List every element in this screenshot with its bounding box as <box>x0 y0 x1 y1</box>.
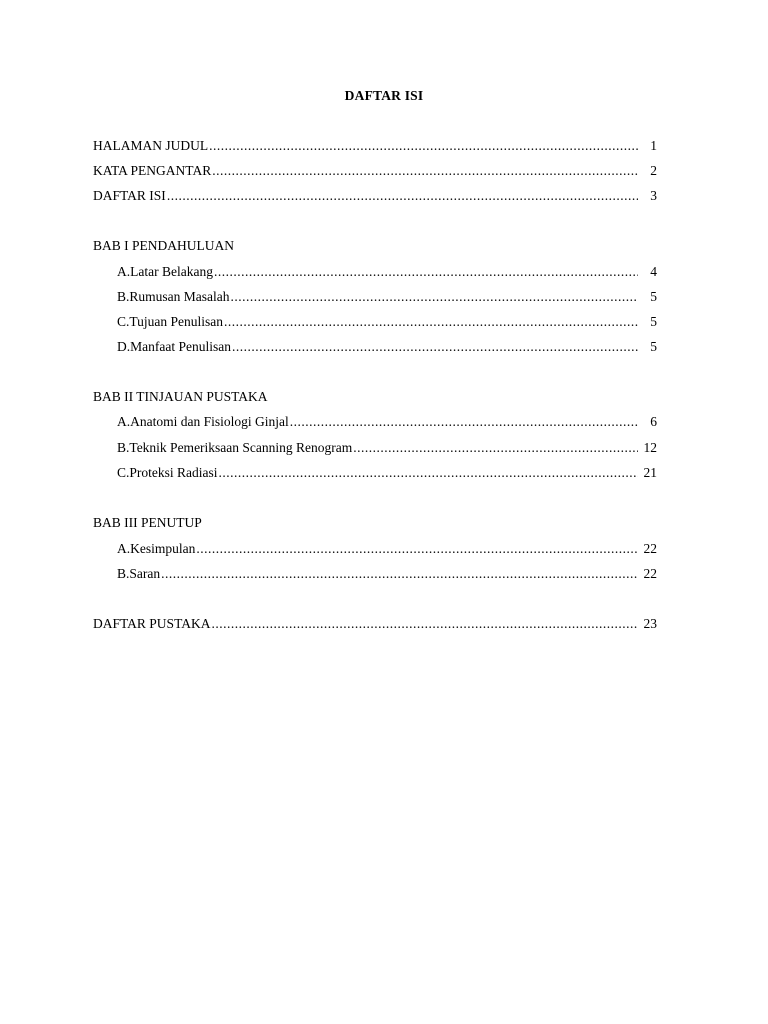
page-title: DAFTAR ISI <box>344 88 424 103</box>
toc-entry-marker: C. <box>117 314 130 329</box>
dot-leader <box>161 565 638 583</box>
toc-entry-label: KATA PENGANTAR <box>93 163 212 178</box>
toc-entry-marker: C. <box>117 465 130 480</box>
toc-entry-kata-pengantar <box>93 162 657 180</box>
dot-leader <box>232 338 638 356</box>
toc-entry-page: 1 <box>650 138 657 153</box>
chapter-heading-bab-1: BAB I PENDAHULUAN <box>93 238 234 253</box>
toc-entry-page: 5 <box>650 339 657 354</box>
toc-entry-marker: A. <box>117 414 131 429</box>
toc-entry-label: DAFTAR ISI <box>93 188 166 203</box>
toc-entry-page: 23 <box>643 616 657 631</box>
toc-entry-label: Anatomi dan Fisiologi Ginjal <box>130 414 289 429</box>
toc-entry-proteksi-radiasi <box>117 464 657 482</box>
dot-leader <box>212 162 638 180</box>
toc-entry-label: Saran <box>129 566 161 581</box>
toc-entry-page: 2 <box>650 163 657 178</box>
toc-entry-daftar-isi <box>93 187 657 205</box>
toc-entry-label: Kesimpulan <box>130 541 196 556</box>
toc-entry-marker: B. <box>117 566 130 581</box>
toc-entry-label: Proteksi Radiasi <box>129 465 218 480</box>
dot-leader <box>231 288 638 306</box>
dot-leader <box>167 187 638 205</box>
toc-entry-page: 4 <box>650 264 657 279</box>
dot-leader <box>211 615 638 633</box>
toc-entry-marker: A. <box>117 541 131 556</box>
toc-entry-manfaat-penulisan <box>117 338 657 356</box>
toc-entry-marker: B. <box>117 289 130 304</box>
toc-entry-daftar-pustaka <box>93 615 657 633</box>
toc-entry-page: 12 <box>643 440 657 455</box>
chapter-heading-bab-2: BAB II TINJAUAN PUSTAKA <box>93 389 268 404</box>
toc-entry-page: 6 <box>650 414 657 429</box>
toc-entry-teknik-pemeriksaan <box>117 439 657 457</box>
toc-entry-label: Rumusan Masalah <box>129 289 230 304</box>
toc-entry-label: Teknik Pemeriksaan Scanning Renogram <box>129 440 353 455</box>
chapter-heading-bab-3: BAB III PENUTUP <box>93 515 202 530</box>
toc-entry-label: Latar Belakang <box>130 264 213 279</box>
dot-leader <box>224 313 638 331</box>
toc-entry-anatomi <box>117 413 657 431</box>
toc-entry-marker: B. <box>117 440 130 455</box>
toc-entry-label: Tujuan Penulisan <box>129 314 224 329</box>
toc-entry-page: 21 <box>643 465 657 480</box>
dot-leader <box>219 464 638 482</box>
toc-entry-kesimpulan <box>117 540 657 558</box>
toc-entry-page: 5 <box>650 289 657 304</box>
toc-entry-marker: D. <box>117 339 131 354</box>
dot-leader <box>196 540 638 558</box>
dot-leader <box>353 439 638 457</box>
toc-entry-page: 22 <box>643 566 657 581</box>
dot-leader <box>290 413 638 431</box>
toc-entry-latar-belakang <box>117 263 657 281</box>
toc-entry-page: 22 <box>643 541 657 556</box>
toc-entry-marker: A. <box>117 264 131 279</box>
toc-entry-label: Manfaat Penulisan <box>130 339 231 354</box>
toc-entry-saran <box>117 565 657 583</box>
toc-entry-page: 3 <box>650 188 657 203</box>
dot-leader <box>214 263 638 281</box>
toc-entry-halaman-judul <box>93 137 657 155</box>
toc-entry-page: 5 <box>650 314 657 329</box>
toc-entry-rumusan-masalah <box>117 288 657 306</box>
toc-entry-label: DAFTAR PUSTAKA <box>93 616 211 631</box>
dot-leader <box>209 137 638 155</box>
toc-entry-label: HALAMAN JUDUL <box>93 138 209 153</box>
toc-entry-tujuan-penulisan <box>117 313 657 331</box>
